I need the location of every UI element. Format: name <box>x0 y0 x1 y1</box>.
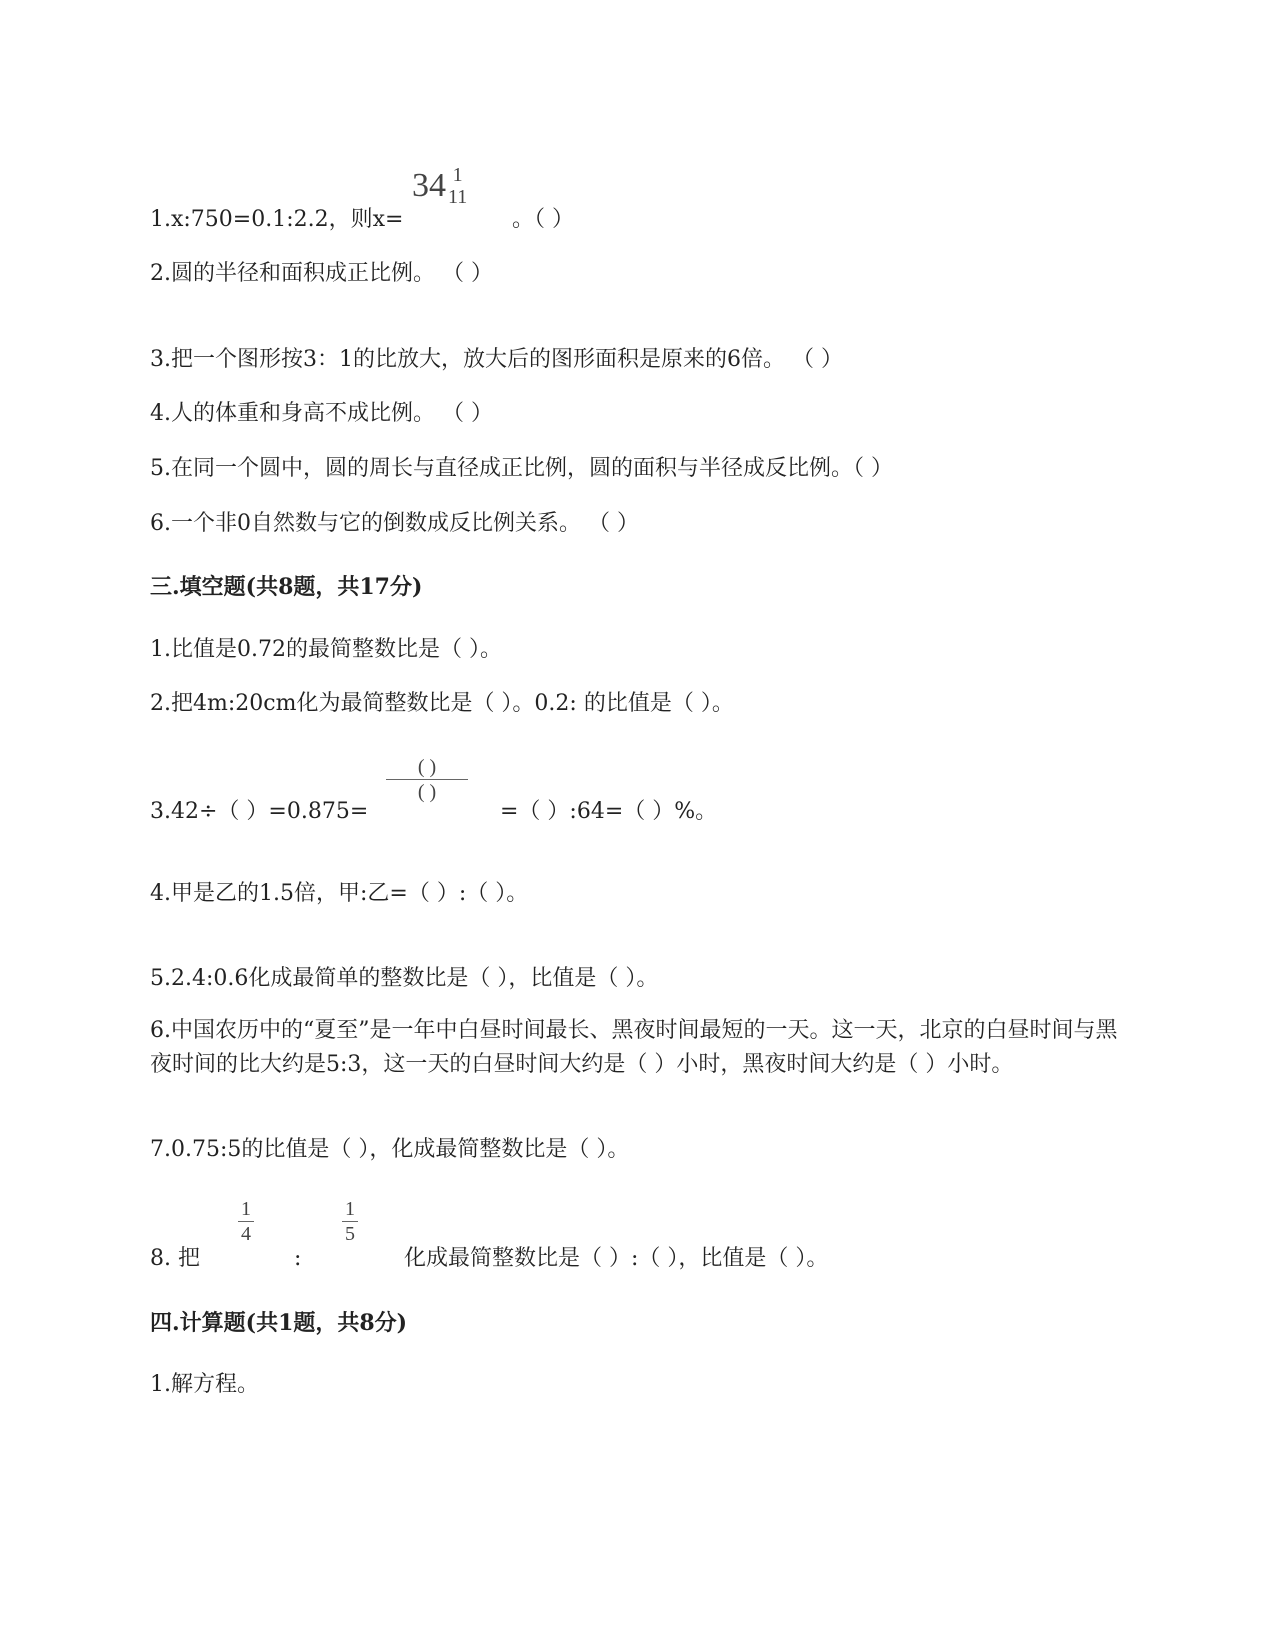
judge-q3: 3.把一个图形按3：1的比放大，放大后的图形面积是原来的6倍。 （ ） <box>150 347 843 372</box>
fill-q3-num: ( ) <box>417 756 437 778</box>
fill-q8-tail: 化成最简整数比是（ ）:（ ），比值是（ ）。 <box>404 1246 829 1271</box>
fill-q1: 1.比值是0.72的最简整数比是（ ）。 <box>150 637 502 662</box>
mixed-whole: 34 <box>412 167 446 204</box>
fill-q3-text: 3.42÷（ ）=0.875= <box>150 799 369 824</box>
judge-q4: 4.人的体重和身高不成比例。 （ ） <box>150 401 493 426</box>
judge-q1-tail: 。（ ） <box>512 207 574 232</box>
fill-q3-fraction <box>386 756 468 803</box>
fill-q8-text: 8. 把 <box>150 1246 200 1271</box>
fill-q6: 6.中国农历中的“夏至”是一年中白昼时间最长、黑夜时间最短的一天。这一天，北京的白昼时间与黑夜时间的比大约是5:3，这一天的白昼时间大约是（ ）小时，黑夜时间大约是（ ）小时。 <box>150 1018 1118 1077</box>
fill-q2: 2.把4m:20cm化为最简整数比是（ ）。0.2: 的比值是（ ）。 <box>150 691 734 716</box>
fill-q3-den: ( ) <box>417 781 437 803</box>
fraction-bar <box>238 1221 254 1222</box>
judge-q1-text: 1.x:750=0.1:2.2，则x= <box>150 207 404 232</box>
judge-q6: 6.一个非0自然数与它的倒数成反比例关系。 （ ） <box>150 511 639 536</box>
fill-q3-tail: =（ ）:64=（ ）%。 <box>500 799 718 824</box>
f2-den: 5 <box>345 1223 355 1245</box>
judge-q1-mixed-number <box>412 164 467 208</box>
fill-heading: 三.填空题(共8题，共17分) <box>150 574 423 600</box>
fill-q8-colon: : <box>294 1246 302 1271</box>
fill-q5: 5.2.4:0.6化成最简单的整数比是（ ），比值是（ ）。 <box>150 966 659 991</box>
f1-num: 1 <box>241 1198 251 1220</box>
f2-num: 1 <box>345 1198 355 1220</box>
judge-q1 <box>150 206 403 234</box>
mixed-num: 1 <box>452 164 463 186</box>
fill-q8-fraction-2 <box>342 1198 358 1245</box>
judge-q2: 2.圆的半径和面积成正比例。 （ ） <box>150 261 493 286</box>
mixed-fraction <box>448 164 467 208</box>
fill-q4: 4.甲是乙的1.5倍，甲:乙=（ ）:（ ）。 <box>150 881 529 906</box>
fill-q8-fraction-1 <box>238 1198 254 1245</box>
judge-q5: 5.在同一个圆中，圆的周长与直径成正比例，圆的面积与半径成反比例。（ ） <box>150 456 893 481</box>
calc-heading: 四.计算题(共1题，共8分) <box>150 1310 408 1336</box>
f1-den: 4 <box>241 1223 251 1245</box>
fraction-bar <box>386 779 468 780</box>
fraction-bar <box>342 1221 358 1222</box>
calc-q1: 1.解方程。 <box>150 1372 259 1397</box>
fill-q7: 7.0.75:5的比值是（ ），化成最简整数比是（ ）。 <box>150 1137 630 1162</box>
mixed-den: 11 <box>448 186 468 208</box>
